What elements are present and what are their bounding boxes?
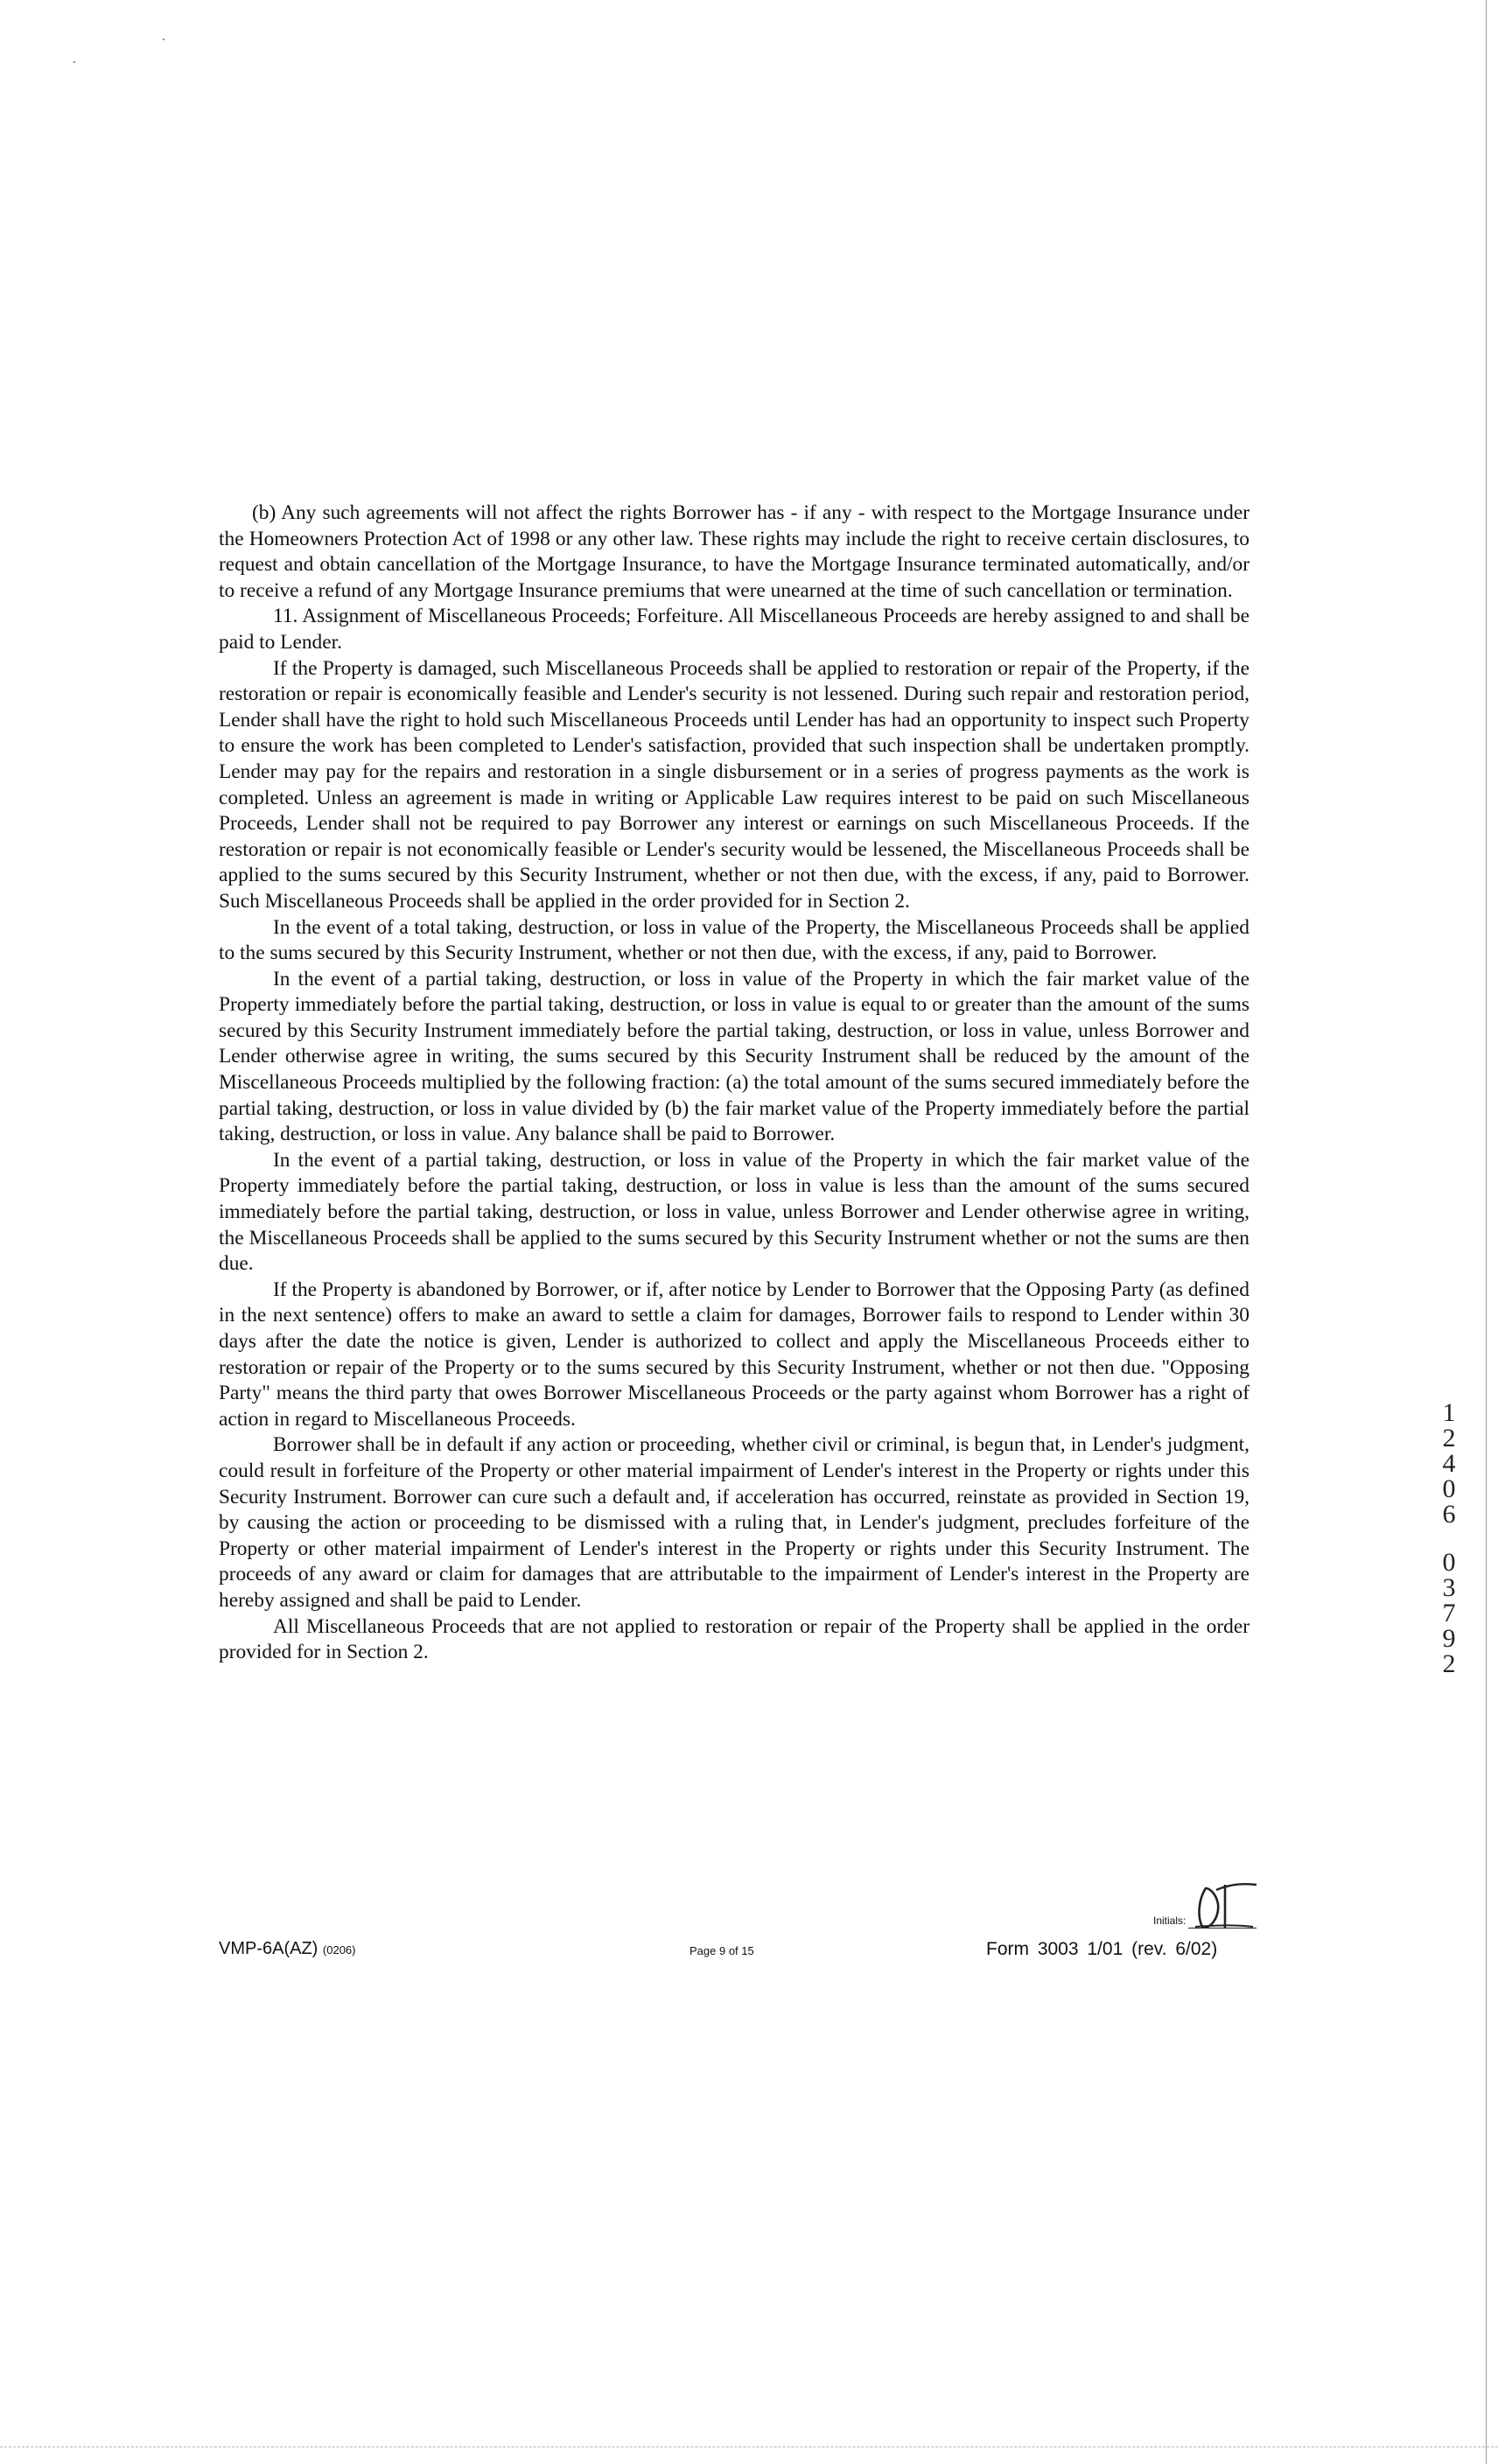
paragraph-borrower-default: Borrower shall be in default if any action or proceeding, whether civil or criminal, is begun that, in Lender's judgment, could result in forfeiture of the Property or other material impairment of Lender's interest in the Property or rights under this Security Instrument. Borrower can cure such a default and, if acceleration has occurred, reinstate as provided in Section 19, by causing the action or proceeding to be dismissed with a ruling that, in Lender's judgment, precludes forfeiture of the Property or other material impairment of Lender's interest in the Property or rights under this Security Instrument. The proceeds of any award or claim for damages that are attributable to the impairment of Lender's interest in the Property are hereby assigned and shall be paid to Lender. — [219, 1433, 1250, 1612]
paragraph-section-11-heading: 11. Assignment of Miscellaneous Proceeds; Forfeiture. All Miscellaneous Proceeds are hereby assigned to and shall be paid to Lender. — [219, 605, 1250, 654]
paragraph-total-taking: In the event of a total taking, destruction, or loss in value of the Property, the Miscellaneous Proceeds shall be applied to the sums secured by this Security Instrument, whether or not then due, with the excess, if any, paid to Borrower. — [219, 915, 1250, 965]
recording-digit: 9 — [1442, 1624, 1456, 1653]
paragraph-mortgage-insurance-rights: (b) Any such agreements will not affect the rights Borrower has - if any - with respect to the Mortgage Insurance under the Homeowners Protection Act of 1998 or any other law. These rights may include the right to receive certain disclosures, to request and obtain cancellation of the Mortgage Insurance, to have the Mortgage Insurance terminated automatically, and/or to receive a refund of any Mortgage Insurance premiums that were unearned at the time of such cancellation or termination. — [219, 501, 1250, 602]
recording-digit: 1 — [1442, 1398, 1456, 1427]
footer-form-code — [219, 1939, 355, 1959]
page-number: Page 9 of 15 — [690, 1944, 754, 1957]
recording-digit: 2 — [1442, 1424, 1456, 1452]
scan-speck — [74, 61, 75, 63]
document-body — [219, 500, 1250, 1666]
form-code-suffix: (0206) — [322, 1943, 356, 1956]
scan-edge-right — [1486, 0, 1487, 2464]
scan-edge-bottom — [0, 2446, 1498, 2447]
recording-digit: 2 — [1442, 1649, 1456, 1678]
form-number: Form 3003 1/01 (rev. 6/02) — [986, 1939, 1218, 1959]
paragraph-partial-taking-less: In the event of a partial taking, destruction, or loss in value of the Property in which the fair market value of the Property immediately before the partial taking, destruction, or loss in value is less than the amount of the sums secured immediately before the partial taking, destruction, or loss in value, unless Borrower and Lender otherwise agree in writing, the Miscellaneous Proceeds shall be applied to the sums secured by this Security Instrument whether or not the sums are then due. — [219, 1148, 1250, 1276]
scan-speck — [163, 38, 164, 40]
recording-digit: 0 — [1442, 1548, 1456, 1577]
initials-label: Initials: — [1153, 1914, 1186, 1927]
recording-digit: 3 — [1442, 1573, 1456, 1602]
paragraph-property-damaged: If the Property is damaged, such Miscellaneous Proceeds shall be applied to restoration or repair of the Property, if the restoration or repair is economically feasible and Lender's security is not lessened. During such repair and restoration period, Lender shall have the right to hold such Miscellaneous Proceeds until Lender has had an opportunity to inspect such Property to ensure the work has been completed to Lender's satisfaction, provided that such inspection shall be undertaken promptly. Lender may pay for the repairs and restoration in a single disbursement or in a series of progress payments as the work is completed. Unless an agreement is made in writing or Applicable Law requires interest to be paid on such Miscellaneous Proceeds, Lender shall not be required to pay Borrower any interest or earnings on such Miscellaneous Proceeds. If the restoration or repair is not economically feasible or Lender's security would be lessened, the Miscellaneous Proceeds shall be applied to the sums secured by this Security Instrument, whether or not then due, with the excess, if any, paid to Borrower. Such Miscellaneous Proceeds shall be applied in the order provided for in Section 2. — [219, 656, 1250, 913]
recording-digit: 4 — [1442, 1449, 1456, 1478]
paragraph-miscellaneous-proceeds-order: All Miscellaneous Proceeds that are not applied to restoration or repair of the Property shall be applied in the order provided for in Section 2. — [219, 1614, 1250, 1664]
initials-signature — [1190, 1881, 1260, 1937]
recording-number-gap — [1432, 1527, 1466, 1550]
recording-digit: 0 — [1442, 1474, 1456, 1503]
paragraph-property-abandoned: If the Property is abandoned by Borrower, or if, after notice by Lender to Borrower that the Opposing Party (as defined in the next sentence) offers to make an award to settle a claim for damages, Borrower fails to respond to Lender within 30 days after the date the notice is given, Lender is authorized to collect and apply the Miscellaneous Proceeds either to restoration or repair of the Property or to the sums secured by this Security Instrument, whether or not then due. "Opposing Party" means the third party that owes Borrower Miscellaneous Proceeds or the party against whom Borrower has a right of action in regard to Miscellaneous Proceeds. — [219, 1278, 1250, 1431]
paragraph-partial-taking-greater: In the event of a partial taking, destruction, or loss in value of the Property in which the fair market value of the Property immediately before the partial taking, destruction, or loss in value is equal to or greater than the amount of the sums secured by this Security Instrument immediately before the partial taking, destruction, or loss in value, unless Borrower and Lender otherwise agree in writing, the sums secured by this Security Instrument shall be reduced by the amount of the Miscellaneous Proceeds multiplied by the following fraction: (a) the total amount of the sums secured immediately before the partial taking, destruction, or loss in value divided by (b) the fair market value of the Property immediately before the partial taking, destruction, or loss in value. Any balance shall be paid to Borrower. — [219, 967, 1250, 1146]
recording-digit: 6 — [1442, 1500, 1456, 1529]
recording-number — [1432, 1400, 1466, 1676]
recording-digit: 7 — [1442, 1599, 1456, 1628]
form-code: VMP-6A(AZ) — [219, 1939, 318, 1958]
